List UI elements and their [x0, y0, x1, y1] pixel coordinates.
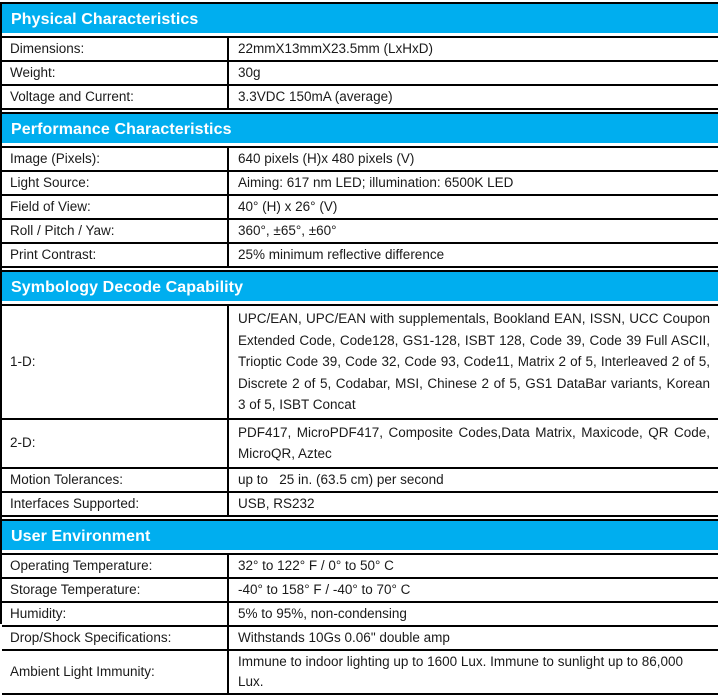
spec-value: 30g [238, 65, 261, 80]
section-rows [2, 146, 718, 268]
spec-label: Motion Tolerances: [2, 469, 229, 491]
spec-row [2, 244, 718, 268]
spec-label: Voltage and Current: [2, 86, 229, 108]
spec-value: up to 25 in. (63.5 cm) per second [238, 471, 444, 487]
spec-value: 40° (H) x 26° (V) [238, 199, 338, 214]
spec-label: Humidity: [2, 603, 229, 625]
spec-row [2, 220, 718, 244]
spec-label: Weight: [2, 62, 229, 84]
spec-value: 25% minimum reflective difference [238, 247, 445, 262]
spec-label: Storage Temperature: [2, 579, 229, 601]
spec-label: Roll / Pitch / Yaw: [2, 220, 229, 242]
spec-row [2, 86, 718, 110]
spec-value: PDF417, MicroPDF417, Composite Codes,Data Matrix, Maxicode, QR Code, MicroQR, Aztec [238, 424, 714, 461]
spec-value: -40° to 158° F / -40° to 70° C [238, 581, 411, 597]
section-rows [2, 304, 718, 517]
spec-value: 3.3VDC 150mA (average) [238, 89, 393, 104]
spec-value: 360°, ±65°, ±60° [238, 223, 337, 238]
section-rows [2, 36, 718, 110]
spec-section [2, 2, 718, 110]
spec-label: Operating Temperature: [2, 555, 229, 577]
spec-value: 5% to 95%, non-condensing [238, 605, 407, 621]
spec-row [2, 62, 718, 86]
spec-label: Dimensions: [2, 38, 229, 60]
spec-row [2, 469, 718, 493]
spec-row [2, 651, 718, 695]
spec-row [2, 148, 718, 172]
spec-section [2, 112, 718, 268]
section-header [2, 519, 718, 550]
section-title: User Environment [11, 527, 151, 545]
spec-value: 32° to 122° F / 0° to 50° C [238, 557, 394, 573]
spec-row [2, 38, 718, 62]
spec-label: Drop/Shock Specifications: [2, 627, 229, 649]
section-title: Symbology Decode Capability [11, 279, 244, 296]
spec-value: 22mmX13mmX23.5mm (LxHxD) [238, 41, 434, 56]
section-title: Physical Characteristics [11, 11, 199, 28]
spec-value: USB, RS232 [238, 495, 315, 511]
spec-table [0, 2, 718, 689]
spec-value: 640 pixels (H)x 480 pixels (V) [238, 151, 415, 166]
spec-row [2, 196, 718, 220]
spec-label: Ambient Light Immunity: [2, 651, 229, 693]
spec-section [2, 270, 718, 517]
spec-label: Image (Pixels): [2, 148, 229, 170]
spec-value: Aiming: 617 nm LED; illumination: 6500K LED [238, 175, 514, 190]
section-header [2, 112, 718, 143]
spec-label: Field of View: [2, 196, 229, 218]
spec-row [2, 555, 718, 579]
spec-row [2, 306, 718, 420]
section-title: Performance Characteristics [11, 121, 232, 138]
spec-row [2, 420, 718, 469]
spec-label: Interfaces Supported: [2, 493, 229, 515]
spec-label: 2-D: [2, 420, 229, 467]
spec-label: Light Source: [2, 172, 229, 194]
spec-label: Print Contrast: [2, 244, 229, 266]
spec-row [2, 579, 718, 603]
spec-row [2, 603, 718, 627]
spec-label: 1-D: [2, 306, 229, 418]
section-rows [2, 553, 718, 695]
section-header [2, 2, 718, 33]
spec-section [2, 519, 718, 695]
spec-row [2, 172, 718, 196]
section-header [2, 270, 718, 301]
spec-value: Immune to indoor lighting up to 1600 Lux. Immune to sunlight up to 86,000 Lux. [238, 653, 687, 689]
spec-value: Withstands 10Gs 0.06" double amp [238, 629, 450, 645]
spec-row [2, 493, 718, 517]
spec-value: UPC/EAN, UPC/EAN with supplementals, Bookland EAN, ISSN, UCC Coupon Extended Code, Code128, GS1-128, ISBT 128, Code 39, Code 39 Full ASCII, Trioptic Code 39, Code 32, Code 93, Code11, Matrix 2 of 5, Interleaved 2 of 5, Discrete 2 of 5, Codabar, MSI, Chinese 2 of 5, GS1 DataBar variants, Korean 3 of 5, ISBT Concat [238, 311, 714, 412]
spec-row [2, 627, 718, 651]
